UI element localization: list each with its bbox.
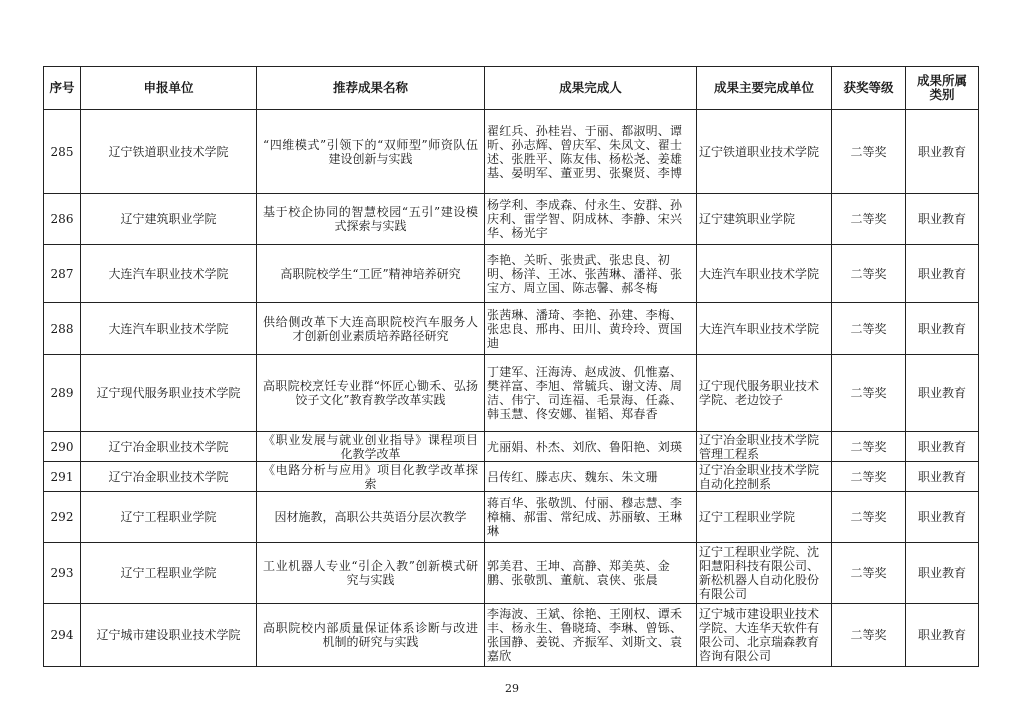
cell-unit-text: 大连汽车职业技术学院	[108, 266, 229, 281]
cell-award-text: 二等奖	[850, 439, 887, 454]
cell-name-text: 工业机器人专业“引企入教”创新模式研究与实践	[263, 559, 478, 587]
cell-unit-text: 辽宁冶金职业技术学院	[108, 469, 229, 484]
cell-category	[906, 355, 979, 432]
cell-category	[906, 604, 979, 667]
cell-unit	[81, 462, 257, 492]
cell-no	[44, 245, 81, 303]
cell-award	[832, 543, 906, 604]
cell-no-text: 294	[50, 628, 74, 642]
cell-name-text: 高职院校学生“工匠”精神培养研究	[280, 266, 461, 281]
cell-award	[832, 110, 906, 194]
cell-unit-text: 辽宁冶金职业技术学院	[108, 439, 229, 454]
cell-name	[257, 432, 485, 462]
cell-no-text: 293	[50, 566, 74, 580]
cell-name	[257, 245, 485, 303]
cell-name-text: 高职院校内部质量保证体系诊断与改进机制的研究与实践	[263, 621, 478, 649]
header-unit: 申报单位	[81, 67, 257, 110]
table-row	[44, 245, 979, 303]
cell-category-text: 职业教育	[917, 212, 966, 226]
cell-org	[697, 492, 832, 543]
cell-unit	[81, 492, 257, 543]
cell-no-text: 291	[50, 469, 74, 484]
cell-org	[697, 194, 832, 245]
cell-category-text: 职业教育	[917, 439, 966, 454]
table-row	[44, 303, 979, 355]
cell-name-text: 《电路分析与应用》项目化教学改革探索	[263, 462, 478, 491]
cell-org	[697, 543, 832, 604]
cell-category	[906, 110, 979, 194]
cell-unit-text: 辽宁铁道职业技术学院	[108, 144, 229, 159]
table-row	[44, 110, 979, 194]
cell-no-text: 289	[50, 386, 74, 400]
cell-category-text: 职业教育	[917, 386, 966, 400]
cell-people-text: 李艳、关昕、张贵武、张忠良、初明、杨洋、王冰、张茜琳、潘祥、张宝方、周立国、陈志馨、郝冬梅	[487, 252, 683, 295]
table-row	[44, 432, 979, 462]
cell-unit-text: 辽宁工程职业学院	[120, 566, 217, 580]
cell-category-text: 职业教育	[917, 469, 966, 484]
cell-no-text: 286	[50, 212, 74, 226]
cell-category	[906, 194, 979, 245]
cell-award-text: 二等奖	[850, 212, 887, 226]
cell-category-text: 职业教育	[917, 266, 966, 281]
cell-unit	[81, 432, 257, 462]
cell-award	[832, 245, 906, 303]
cell-org-text: 辽宁建筑职业学院	[699, 212, 796, 226]
cell-unit	[81, 110, 257, 194]
cell-people-text: 杨学利、李成森、付永生、安群、孙庆利、雷学智、阴成林、李静、宋兴华、杨光宇	[487, 198, 683, 240]
cell-unit-text: 辽宁城市建设职业技术学院	[96, 628, 241, 642]
cell-name-text: 高职院校烹饪专业群“怀匠心锄禾、弘扬饺子文化”教育教学改革实践	[263, 379, 478, 407]
cell-people	[485, 604, 697, 667]
header-category	[906, 67, 979, 110]
cell-name	[257, 604, 485, 667]
cell-no	[44, 604, 81, 667]
cell-category	[906, 492, 979, 543]
header-people: 成果完成人	[485, 67, 697, 110]
cell-category	[906, 245, 979, 303]
cell-unit-text: 大连汽车职业技术学院	[108, 321, 229, 336]
cell-people-text: 尤丽娟、朴杰、刘欣、鲁阳艳、刘瑛	[487, 439, 683, 454]
cell-name	[257, 355, 485, 432]
table-row	[44, 543, 979, 604]
cell-award	[832, 355, 906, 432]
cell-category-text: 职业教育	[917, 144, 966, 159]
cell-people-text: 丁建军、汪海涛、赵成波、仉惟嘉、樊祥富、李旭、常毓兵、谢文涛、周洁、伟宁、司连福、毛景海、任淼、韩玉慧、佟安娜、崔韬、郑春香	[487, 365, 683, 421]
cell-name-text: 《职业发展与就业创业指导》课程项目化教学改革	[263, 432, 478, 461]
cell-unit-text: 辽宁现代服务职业技术学院	[96, 386, 241, 400]
cell-unit	[81, 604, 257, 667]
cell-award-text: 二等奖	[850, 144, 887, 159]
cell-name	[257, 303, 485, 355]
cell-no	[44, 432, 81, 462]
cell-org-text: 辽宁冶金职业技术学院管理工程系	[699, 432, 820, 461]
cell-people	[485, 432, 697, 462]
table-row	[44, 194, 979, 245]
cell-name-text: 因材施教，高职公共英语分层次教学	[274, 510, 467, 524]
cell-category-text: 职业教育	[917, 321, 966, 336]
cell-org-text: 辽宁冶金职业技术学院自动化控制系	[699, 462, 820, 491]
header-category-line2: 类别	[929, 87, 955, 102]
header-org: 成果主要完成单位	[697, 67, 832, 110]
cell-unit	[81, 543, 257, 604]
awards-table	[43, 66, 979, 667]
cell-name	[257, 194, 485, 245]
cell-people	[485, 303, 697, 355]
cell-org	[697, 604, 832, 667]
cell-org-text: 辽宁城市建设职业技术学院、大连华天软件有限公司、北京瑞森教育咨询有限公司	[699, 607, 820, 663]
cell-org-text: 大连汽车职业技术学院	[699, 321, 820, 336]
cell-unit	[81, 194, 257, 245]
cell-unit-text: 辽宁建筑职业学院	[120, 212, 217, 226]
cell-category	[906, 303, 979, 355]
cell-people	[485, 194, 697, 245]
header-no: 序号	[44, 67, 81, 110]
cell-people-text: 李海波、王斌、徐艳、王刚权、谭禾丰、杨永生、鲁晓琦、李琳、曾铄、张国静、姜锐、齐振军、刘斯文、袁嘉欣	[487, 607, 683, 663]
cell-org-text: 辽宁工程职业学院、沈阳慧阳科技有限公司、新松机器人自动化股份有限公司	[699, 545, 820, 601]
cell-people-text: 吕传红、滕志庆、魏东、朱文珊	[487, 469, 658, 484]
cell-people	[485, 355, 697, 432]
cell-no-text: 292	[50, 510, 74, 524]
cell-no	[44, 492, 81, 543]
page-number: 29	[505, 682, 519, 695]
cell-org	[697, 462, 832, 492]
cell-award-text: 二等奖	[850, 386, 887, 400]
cell-no	[44, 355, 81, 432]
cell-people	[485, 245, 697, 303]
cell-org	[697, 355, 832, 432]
cell-no-text: 287	[50, 266, 74, 281]
cell-category-text: 职业教育	[917, 510, 966, 524]
cell-category	[906, 432, 979, 462]
cell-people	[485, 462, 697, 492]
cell-category	[906, 543, 979, 604]
cell-no-text: 290	[50, 439, 74, 454]
cell-no	[44, 194, 81, 245]
cell-people	[485, 492, 697, 543]
cell-people-text: 郭美君、王坤、高静、郑美英、金鹏、张敬凯、董航、袁侠、张晨	[487, 559, 671, 587]
cell-people	[485, 110, 697, 194]
cell-category-text: 职业教育	[917, 566, 966, 580]
header-name: 推荐成果名称	[257, 67, 485, 110]
cell-people-text: 翟红兵、孙桂岩、于丽、都淑明、谭昕、孙志辉、曾庆军、朱凤文、翟士述、张胜平、陈友伟、杨松尧、姜雄基、晏明军、董亚男、张聚贤、李博	[487, 123, 683, 180]
cell-name	[257, 110, 485, 194]
cell-award	[832, 462, 906, 492]
cell-no	[44, 303, 81, 355]
header-category-line1: 成果所属	[916, 73, 967, 88]
table-row	[44, 462, 979, 492]
cell-category-text: 职业教育	[917, 628, 966, 642]
cell-award	[832, 604, 906, 667]
cell-org-text: 辽宁工程职业学院	[699, 510, 796, 524]
cell-no	[44, 543, 81, 604]
cell-award-text: 二等奖	[850, 628, 887, 642]
cell-award	[832, 194, 906, 245]
cell-award-text: 二等奖	[850, 510, 887, 524]
table-row	[44, 604, 979, 667]
table-row	[44, 492, 979, 543]
header-row	[44, 67, 979, 110]
cell-name-text: “四维模式”引领下的“双师型”师资队伍建设创新与实践	[263, 137, 478, 166]
cell-org	[697, 110, 832, 194]
table-row	[44, 355, 979, 432]
cell-org	[697, 303, 832, 355]
cell-org-text: 辽宁现代服务职业技术学院、老边饺子	[699, 379, 820, 407]
cell-org	[697, 432, 832, 462]
cell-award-text: 二等奖	[850, 566, 887, 580]
cell-people-text: 张茜琳、潘琦、李艳、孙建、李梅、张忠良、邢冉、田川、黄玲玲、贾国迪	[487, 307, 683, 350]
cell-unit-text: 辽宁工程职业学院	[120, 510, 217, 524]
cell-org-text: 大连汽车职业技术学院	[699, 266, 820, 281]
cell-name	[257, 492, 485, 543]
cell-org	[697, 245, 832, 303]
cell-name-text: 供给侧改革下大连高职院校汽车服务人才创新创业素质培养路径研究	[263, 314, 478, 343]
cell-award	[832, 432, 906, 462]
cell-category	[906, 462, 979, 492]
cell-no-text: 288	[50, 321, 74, 336]
cell-org-text: 辽宁铁道职业技术学院	[699, 144, 820, 159]
cell-name-text: 基于校企协同的智慧校园“五引”建设模式探索与实践	[263, 205, 478, 233]
cell-unit	[81, 355, 257, 432]
cell-no	[44, 110, 81, 194]
cell-award	[832, 303, 906, 355]
cell-name	[257, 462, 485, 492]
cell-no-text: 285	[50, 144, 74, 159]
cell-award	[832, 492, 906, 543]
cell-award-text: 二等奖	[850, 321, 887, 336]
cell-people	[485, 543, 697, 604]
cell-award-text: 二等奖	[850, 469, 887, 484]
cell-name	[257, 543, 485, 604]
header-award: 获奖等级	[832, 67, 906, 110]
cell-people-text: 蒋百华、张敬凯、付丽、穆志慧、李樟楠、郝雷、常纪成、苏丽敏、王琳琳	[487, 496, 683, 538]
cell-unit	[81, 245, 257, 303]
cell-no	[44, 462, 81, 492]
cell-award-text: 二等奖	[850, 266, 887, 281]
cell-unit	[81, 303, 257, 355]
